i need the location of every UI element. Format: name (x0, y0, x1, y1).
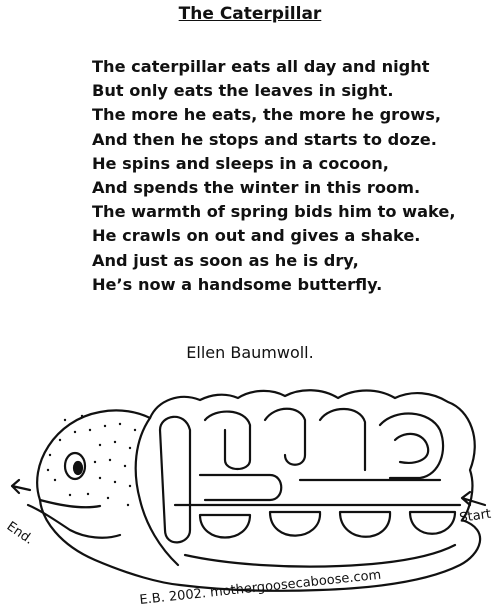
start-arrow (462, 492, 485, 505)
poem-line: The more he eats, the more he grows, (92, 105, 441, 125)
maze-credit: E.B. 2002. mothergoosecaboose.com (138, 567, 382, 608)
poem-line: He’s now a handsome butterfly. (92, 274, 383, 294)
maze-corridor (205, 412, 250, 469)
caterpillar-maze (0, 380, 500, 609)
maze-end-label: End. (3, 518, 36, 548)
maze-bowl (270, 512, 320, 536)
maze-corridor (200, 475, 281, 500)
maze-corridor (320, 409, 365, 470)
end-arrow (12, 480, 30, 493)
caterpillar-head-line (136, 418, 178, 565)
poem-body (92, 55, 456, 297)
poem-line: The caterpillar eats all day and night (92, 57, 430, 76)
poem-line: And just as soon as he is dry, (92, 250, 359, 270)
maze-corridor (380, 414, 443, 478)
maze-corridor (395, 434, 428, 463)
maze-bowl (410, 512, 455, 534)
poem-line: He crawls on out and gives a shake. (92, 226, 421, 246)
poem-line: But only eats the leaves in sight. (92, 81, 394, 101)
caterpillar-dots (47, 415, 136, 506)
maze-start-label: Start (458, 506, 493, 526)
poem-line: And spends the winter in this room. (92, 178, 421, 198)
maze-corridor (160, 417, 190, 543)
maze-bowl (340, 512, 390, 537)
caterpillar-outline (37, 390, 480, 591)
poem-line: He spins and sleeps in a cocoon, (92, 153, 389, 173)
maze-corridor (185, 545, 455, 567)
maze-bowl (200, 515, 250, 538)
poem-author: Ellen Baumwoll. (186, 343, 314, 362)
maze-corridor (265, 409, 305, 465)
poem-title: The Caterpillar (178, 4, 322, 24)
poem-line: The warmth of spring bids him to wake, (92, 202, 456, 222)
poem-line: And then he stops and starts to doze. (92, 129, 437, 149)
